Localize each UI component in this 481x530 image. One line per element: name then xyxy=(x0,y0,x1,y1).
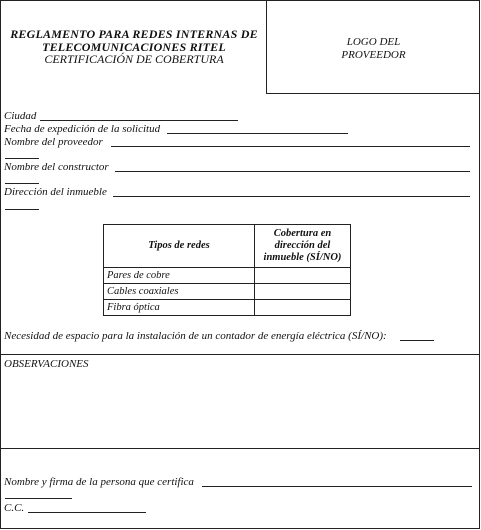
table-row xyxy=(104,284,351,300)
logo-label-line2: PROVEEDOR xyxy=(341,48,406,61)
energy-meter-question: Necesidad de espacio para la instalación de un contador de energía eléctrica (SÍ/NO): xyxy=(4,330,387,342)
request-date-field[interactable] xyxy=(167,133,348,134)
property-address-field[interactable] xyxy=(113,196,470,197)
logo-label-line1: LOGO DEL xyxy=(346,36,401,48)
provider-name-field-cont[interactable] xyxy=(5,158,39,159)
network-type-cell: Pares de cobre xyxy=(104,268,255,284)
coverage-cell[interactable] xyxy=(255,284,351,300)
signature-label: Nombre y firma de la persona que certifica xyxy=(4,476,194,488)
id-number-field[interactable] xyxy=(28,512,146,513)
divider xyxy=(0,354,480,355)
observations-area[interactable] xyxy=(4,372,474,446)
network-coverage-table xyxy=(103,224,351,316)
header-subtitle: CERTIFICACIÓN DE COBERTURA xyxy=(44,52,224,66)
network-types-header: Tipos de redes xyxy=(104,225,255,268)
divider xyxy=(0,448,480,449)
coverage-cell[interactable] xyxy=(255,268,351,284)
coverage-header-line1: Cobertura en xyxy=(273,228,332,239)
provider-name-label: Nombre del proveedor xyxy=(4,136,103,148)
network-type-cell: Fibra óptica xyxy=(104,300,255,316)
builder-name-field-cont[interactable] xyxy=(5,183,39,184)
network-type-cell: Cables coaxiales xyxy=(104,284,255,300)
header-title-line2: TELECOMUNICACIONES RITEL xyxy=(42,39,226,54)
coverage-header xyxy=(255,225,351,268)
city-label: Ciudad xyxy=(4,110,37,122)
table-row xyxy=(104,300,351,316)
form-header xyxy=(1,1,267,94)
energy-meter-answer-field[interactable] xyxy=(400,340,434,341)
builder-name-label: Nombre del constructor xyxy=(4,161,109,173)
observations-label: OBSERVACIONES xyxy=(4,358,89,370)
city-field[interactable] xyxy=(40,120,238,121)
provider-name-field[interactable] xyxy=(111,146,470,147)
signature-field[interactable] xyxy=(202,486,472,487)
provider-logo-box xyxy=(266,0,480,94)
table-header-row xyxy=(104,225,351,268)
signature-field-cont[interactable] xyxy=(5,498,72,499)
coverage-header-line2: dirección del xyxy=(274,240,331,251)
coverage-cell[interactable] xyxy=(255,300,351,316)
table-row xyxy=(104,268,351,284)
builder-name-field[interactable] xyxy=(115,171,470,172)
request-date-label: Fecha de expedición de la solicitud xyxy=(4,123,161,135)
coverage-header-line3: inmueble (SÍ/NO) xyxy=(263,252,342,263)
id-number-label: C.C. xyxy=(4,502,25,514)
header-title-line1: REGLAMENTO PARA REDES INTERNAS DE xyxy=(10,27,258,41)
property-address-label: Dirección del inmueble xyxy=(4,186,107,198)
property-address-field-cont[interactable] xyxy=(5,209,39,210)
